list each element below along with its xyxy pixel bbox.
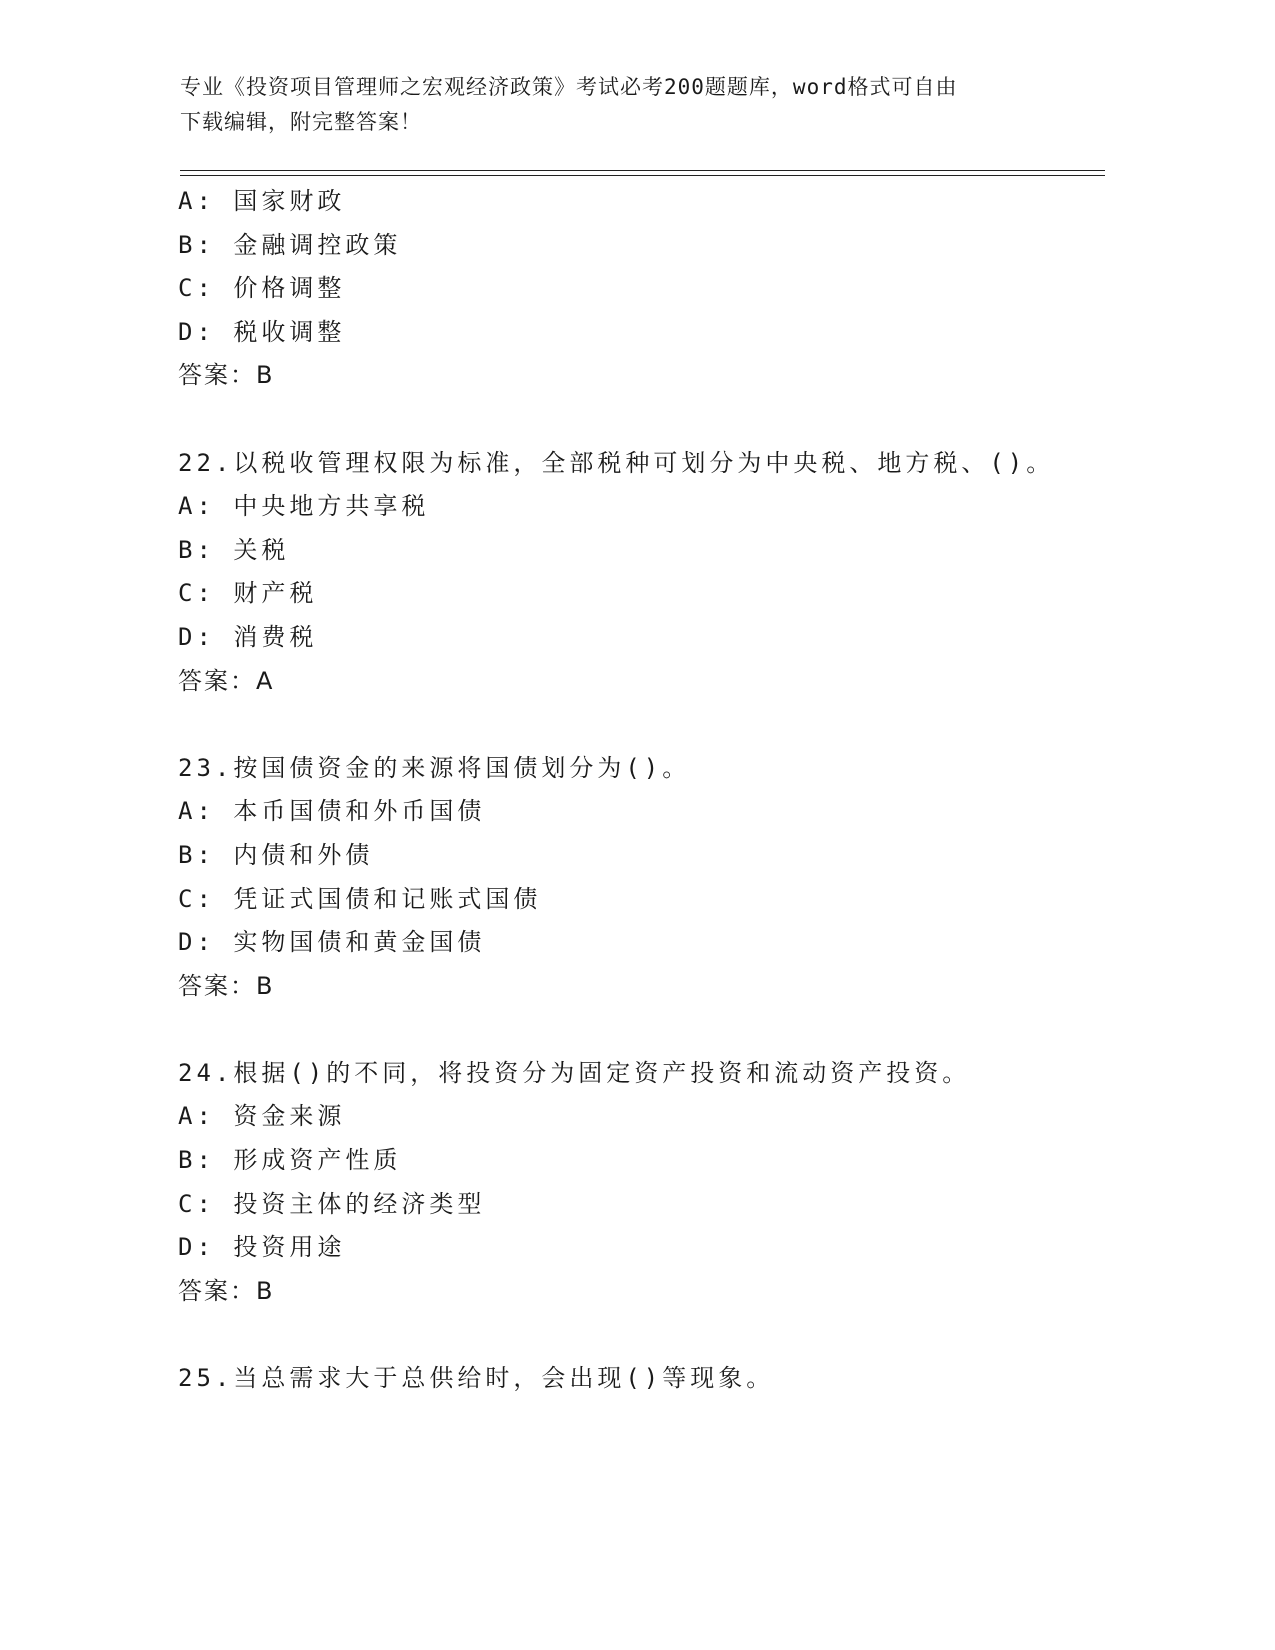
option-c: C: 财产税 (178, 579, 318, 608)
option-a: A: 资金来源 (178, 1102, 346, 1131)
answer-line: 答案：B (178, 971, 275, 1000)
option-d: D: 税收调整 (178, 317, 346, 346)
option-c: C: 投资主体的经济类型 (178, 1189, 486, 1218)
answer-line: 答案：B (178, 1276, 275, 1305)
question-text: 22.以税收管理权限为标准，全部税种可划分为中央税、地方税、()。 (178, 448, 1055, 477)
header-divider-top (180, 170, 1105, 171)
option-a: A: 中央地方共享税 (178, 492, 430, 521)
option-a: A: 国家财政 (178, 187, 346, 215)
question-block-23 (178, 747, 1108, 1009)
answer-line: 答案：B (178, 361, 275, 390)
option-b: B: 金融调控政策 (178, 230, 402, 259)
option-b: B: 关税 (178, 535, 290, 564)
spacer (178, 1313, 1108, 1357)
question-block-22 (178, 442, 1108, 704)
question-text: 23.按国债资金的来源将国债划分为()。 (178, 753, 691, 782)
option-c: C: 价格调整 (178, 274, 346, 303)
question-block-21 (178, 180, 1108, 398)
question-block-24 (178, 1052, 1108, 1314)
option-d: D: 投资用途 (178, 1233, 346, 1262)
question-list (178, 180, 1108, 1401)
option-d: D: 消费税 (178, 622, 318, 651)
header-line-1: 专业《投资项目管理师之宏观经济政策》考试必考200题题库，word格式可自由 (180, 75, 958, 99)
option-c: C: 凭证式国债和记账式国债 (178, 884, 542, 913)
document-header (180, 70, 1060, 140)
question-text: 24.根据()的不同，将投资分为固定资产投资和流动资产投资。 (178, 1058, 971, 1087)
spacer (178, 703, 1108, 747)
option-a: A: 本币国债和外币国债 (178, 797, 486, 826)
option-b: B: 形成资产性质 (178, 1146, 402, 1175)
header-divider-bottom (180, 175, 1105, 176)
question-text: 25.当总需求大于总供给时，会出现()等现象。 (178, 1364, 775, 1393)
header-line-2: 下载编辑，附完整答案！ (180, 110, 422, 134)
option-b: B: 内债和外债 (178, 840, 374, 869)
answer-line: 答案：A (178, 666, 275, 695)
spacer (178, 1008, 1108, 1052)
option-d: D: 实物国债和黄金国债 (178, 928, 486, 957)
spacer (178, 398, 1108, 442)
question-block-25 (178, 1357, 1108, 1401)
